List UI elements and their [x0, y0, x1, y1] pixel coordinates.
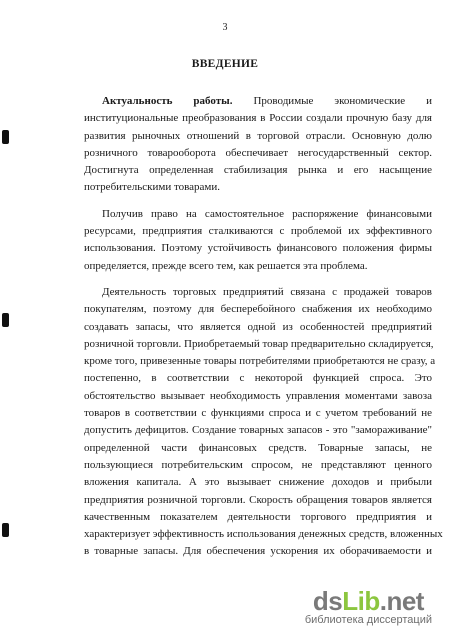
margin-mark-icon: [2, 313, 9, 327]
text-line: розничной торговли. Приобретаемый товар предварительно складируется,: [84, 337, 434, 350]
bold-lead: Актуальность работы.: [102, 95, 233, 107]
margin-mark-icon: [2, 130, 9, 144]
text-line: допустить дефицитов. Создание товарных запасов - это "замораживание": [84, 424, 432, 437]
text-line: товаров в соответствии с функциями спроса и с учетом требований не: [84, 407, 432, 420]
watermark-subtitle: библиотека диссертаций: [304, 614, 432, 626]
body-text: [84, 93, 443, 561]
text-line: развития рыночных отношений в торговой отрасли. Основную долю: [84, 129, 432, 142]
text-line: создавать запасы, что является одной из особенностей предприятий: [84, 320, 432, 333]
text-line: ресурсами, предприятия сталкиваются с проблемой их эффективного: [84, 225, 432, 238]
dslib-logo: dsLib.net: [312, 586, 424, 616]
watermark-logo[interactable]: [305, 588, 432, 627]
page-title: ВВЕДЕНИЕ: [191, 58, 259, 70]
text-line: Деятельность торговых предприятий связана с продажей товаров: [102, 285, 432, 298]
text-line: Получив право на самостоятельное распоряжение финансовыми: [102, 207, 432, 220]
text-line: Актуальность работы. Проводимые экономические и: [102, 95, 432, 107]
text-line: постепенно, в соответствии с некоторой функцией спроса. Это: [84, 372, 432, 385]
text-line: предприятия розничной торговли. Скорость обращения товаров является: [84, 493, 432, 506]
page-number: 3: [222, 22, 228, 33]
text-line: розничного товарооборота обеспечивает негосударственный сектор.: [84, 146, 432, 159]
text-line: кроме того, привезенные товары потребителями приобретаются не сразу, а: [84, 355, 436, 368]
text-line: Достигнута определенная стабилизация рынка и его насыщение: [84, 164, 432, 177]
text-line: в товарные запасы. Для обеспечения ускорения их оборачиваемости и: [84, 545, 432, 558]
text-line: институциональные преобразования в России создали прочную базу для: [84, 112, 432, 125]
text-line: качественным показателем деятельности торгового предприятия и: [84, 510, 432, 523]
margin-mark-icon: [2, 523, 9, 537]
text-line: определенной части финансовых средств. Товарные запасы, не: [84, 441, 432, 454]
text-line: обстоятельство вызывает необходимость управления моментами завоза: [84, 389, 432, 402]
text-line: пользующиеся потребительским спросом, не представляют ценного: [84, 458, 432, 471]
text-line: использования. Поэтому устойчивость финансового положения фирмы: [84, 242, 432, 255]
text-line: характеризует эффективность использования денежных средств, вложенных: [84, 528, 443, 541]
text-line: определяется, прежде всего тем, как решается эта проблема.: [84, 259, 368, 272]
text-line: вложения капитала. А это вызывает снижение доходов и прибыли: [84, 476, 432, 489]
text-line: покупателям, поэтому для бесперебойного снабжения их необходимо: [84, 303, 432, 316]
text-line: потребительскими товарами.: [84, 181, 221, 194]
